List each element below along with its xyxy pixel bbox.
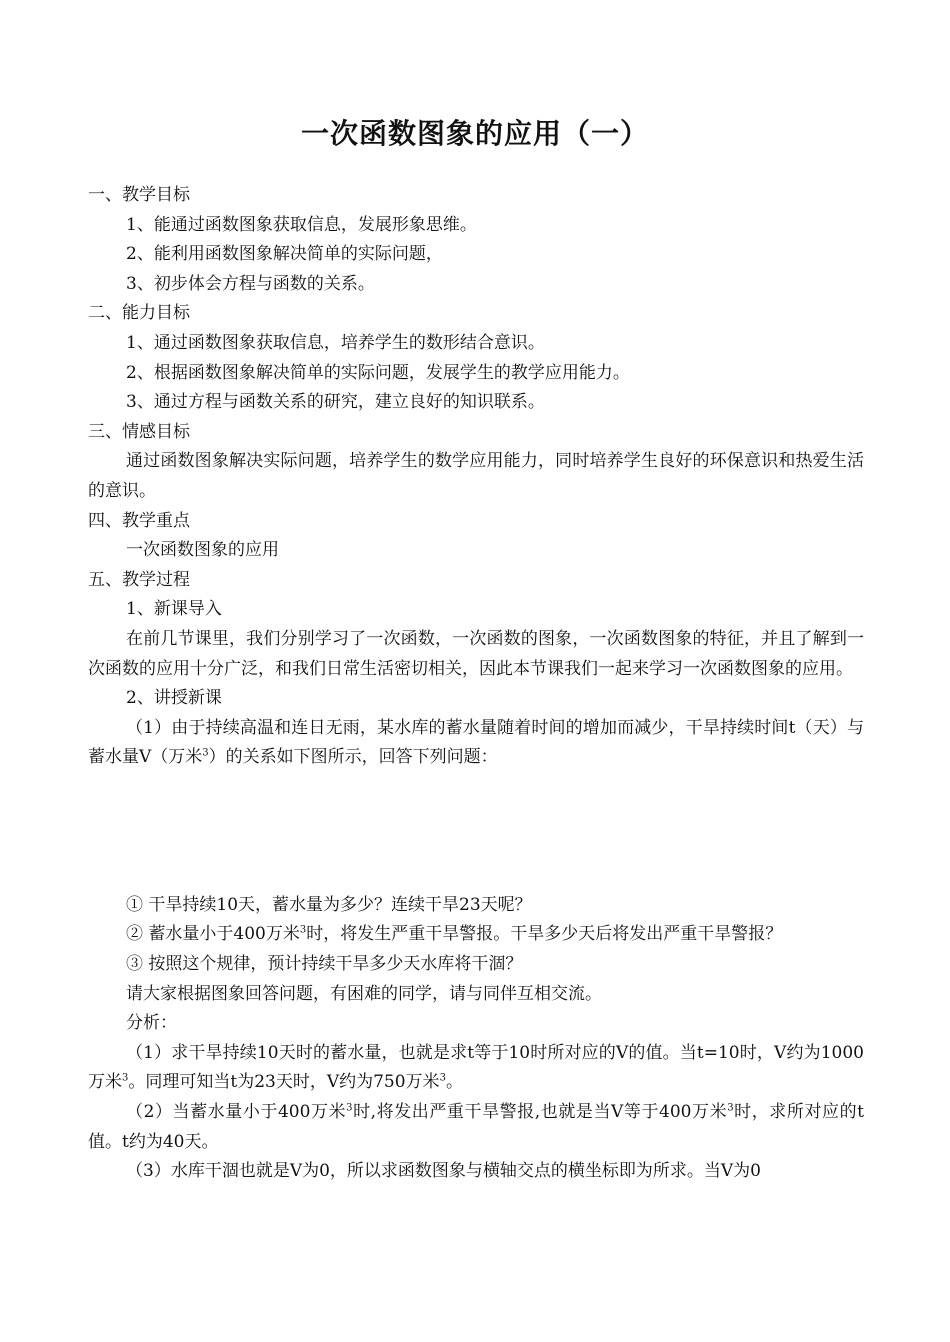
objective-item: 1、能通过函数图象获取信息，发展形象思维。 bbox=[126, 214, 477, 235]
intro-paragraph: 在前几节课里，我们分别学习了一次函数，一次函数的图象，一次函数图象的特征，并且了解到一次函数的应用十分广泛，和我们日常生活密切相关，因此本节课我们一起来学习一次函数图象的应用。 bbox=[88, 628, 864, 679]
analysis-3: （3）水库干涸也就是V为0，所以求函数图象与横轴交点的横坐标即为所求。当V为0 bbox=[126, 1161, 761, 1182]
section-heading-objectives: 一、教学目标 bbox=[88, 185, 190, 205]
question-2: ② 蓄水量小于400万米$^3$时，将发生严重干旱警报。干旱多少天后将发出严重干旱警报？ bbox=[126, 924, 783, 945]
ability-item: 2、根据函数图象解决简单的实际问题，发展学生的教学应用能力。 bbox=[126, 362, 630, 383]
objective-item: 3、初步体会方程与函数的关系。 bbox=[126, 273, 375, 294]
section-heading-emotion: 三、情感目标 bbox=[88, 421, 190, 442]
emotion-paragraph: 通过函数图象解决实际问题，培养学生的数学应用能力，同时培养学生良好的环保意识和热爱生活的意识。 bbox=[88, 451, 864, 501]
section-heading-focus: 四、教学重点 bbox=[88, 510, 190, 531]
process-subheading-intro: 1、新课导入 bbox=[126, 599, 222, 620]
analysis-2: （2）当蓄水量小于400万米$^3$时,将发出严重干旱警报,也就是当V等于400万米$^3$时，求所对应的t值。t约为40天。 bbox=[88, 1102, 864, 1152]
focus-item: 一次函数图象的应用 bbox=[126, 540, 279, 561]
ability-item: 3、通过方程与函数关系的研究，建立良好的知识联系。 bbox=[126, 392, 545, 413]
process-subheading-lesson: 2、讲授新课 bbox=[126, 688, 222, 709]
objective-item: 2、能利用函数图象解决简单的实际问题， bbox=[126, 244, 443, 265]
question-3: ③ 按照这个规律，预计持续干旱多少天水库将干涸？ bbox=[126, 954, 523, 975]
discussion-line: 请大家根据图象回答问题，有困难的同学，请与同伴互相交流。 bbox=[126, 983, 602, 1004]
problem-statement: （1）由于持续高温和连日无雨，某水库的蓄水量随着时间的增加而减少，干旱持续时间t（天）与蓄水量V（万米$^3$）的关系如下图所示，回答下列问题： bbox=[88, 717, 864, 768]
section-heading-ability: 二、能力目标 bbox=[88, 303, 190, 324]
ability-item: 1、通过函数图象获取信息，培养学生的数形结合意识。 bbox=[126, 332, 545, 353]
analysis-1: （1）求干旱持续10天时的蓄水量，也就是求t等于10时所对应的V的值。当t=10时，V约为1000万米$^3$。同理可知当t为23天时，V约为750万米$^3$。 bbox=[88, 1042, 864, 1093]
section-heading-process: 五、教学过程 bbox=[88, 569, 190, 590]
page-title: 一次函数图象的应用（一） bbox=[300, 117, 649, 150]
analysis-label: 分析： bbox=[126, 1013, 177, 1034]
figure-placeholder bbox=[88, 773, 864, 891]
question-1: ① 干旱持续10天，蓄水量为多少？连续干旱23天呢？ bbox=[126, 894, 532, 915]
document-body bbox=[88, 181, 864, 1187]
